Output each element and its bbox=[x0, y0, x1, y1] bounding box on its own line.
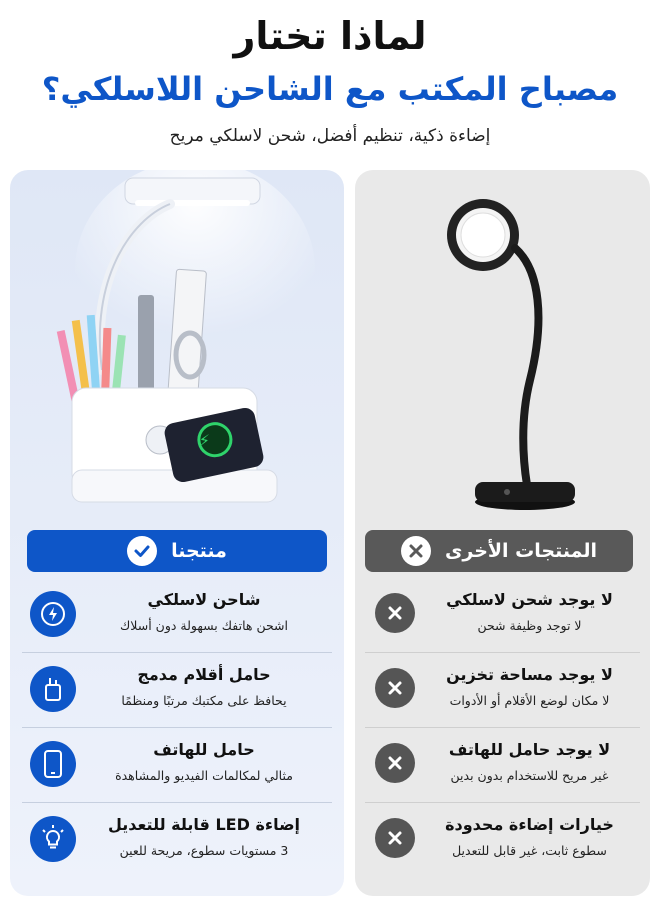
feature-title: حامل أقلام مدمج bbox=[137, 665, 271, 684]
feature-item bbox=[365, 728, 640, 803]
feature-title: شاحن لاسلكي bbox=[147, 590, 261, 609]
feature-desc: غير مريح للاستخدام بدون بدين bbox=[450, 768, 609, 783]
feature-item bbox=[365, 578, 640, 653]
x-icon bbox=[375, 668, 415, 708]
product-image-basic-desk-lamp bbox=[355, 170, 650, 520]
feature-item bbox=[22, 728, 332, 803]
feature-desc: اشحن هاتفك بسهولة دون أسلاك bbox=[119, 618, 288, 633]
other-feature-list bbox=[355, 578, 650, 878]
x-icon bbox=[375, 743, 415, 783]
x-icon bbox=[375, 818, 415, 858]
header bbox=[0, 0, 660, 165]
feature-title: خيارات إضاءة محدودة bbox=[445, 815, 614, 834]
feature-title: لا يوجد حامل للهاتف bbox=[448, 740, 611, 759]
page-subtitle: إضاءة ذكية، تنظيم أفضل، شحن لاسلكي مريح bbox=[169, 126, 491, 146]
other-products-label-text: المنتجات الأخرى bbox=[444, 540, 598, 562]
phone-icon bbox=[30, 741, 76, 787]
x-icon bbox=[375, 593, 415, 633]
page-title: لماذا تختار bbox=[233, 14, 427, 58]
feature-desc: لا توجد وظيفة شحن bbox=[477, 618, 582, 633]
x-icon bbox=[401, 536, 431, 566]
feature-title: لا يوجد شحن لاسلكي bbox=[446, 590, 613, 609]
feature-desc: سطوع ثابت، غير قابل للتعديل bbox=[452, 843, 607, 858]
feature-desc: لا مكان لوضع الأقلام أو الأدوات bbox=[449, 693, 610, 708]
lightbulb-icon bbox=[30, 816, 76, 862]
our-product-label bbox=[27, 530, 327, 572]
our-feature-list bbox=[10, 578, 344, 878]
feature-item bbox=[22, 653, 332, 728]
product-image-desk-lamp-organizer bbox=[10, 170, 344, 520]
feature-title: لا يوجد مساحة تخزين bbox=[446, 665, 613, 684]
feature-title: إضاءة LED قابلة للتعديل bbox=[107, 815, 301, 834]
page-title-highlight: مصباح المكتب مع الشاحن اللاسلكي؟ bbox=[41, 70, 619, 108]
pen-holder-icon bbox=[30, 666, 76, 712]
svg-text:⚡: ⚡ bbox=[198, 431, 210, 450]
feature-desc: 3 مستويات سطوع، مريحة للعين bbox=[119, 843, 289, 858]
feature-desc: مثالي لمكالمات الفيديو والمشاهدة bbox=[115, 768, 293, 783]
feature-item bbox=[365, 653, 640, 728]
our-product-label-text: منتجنا bbox=[171, 540, 227, 562]
feature-title: حامل للهاتف bbox=[153, 740, 255, 759]
wireless-charge-icon bbox=[30, 591, 76, 637]
feature-item bbox=[22, 578, 332, 653]
other-products-column bbox=[355, 170, 650, 896]
feature-item bbox=[22, 803, 332, 878]
feature-desc: يحافظ على مكتبك مرتبًا ومنظمًا bbox=[121, 693, 287, 708]
feature-item bbox=[365, 803, 640, 878]
other-products-label bbox=[365, 530, 633, 572]
our-product-column bbox=[10, 170, 344, 896]
check-icon bbox=[127, 536, 157, 566]
